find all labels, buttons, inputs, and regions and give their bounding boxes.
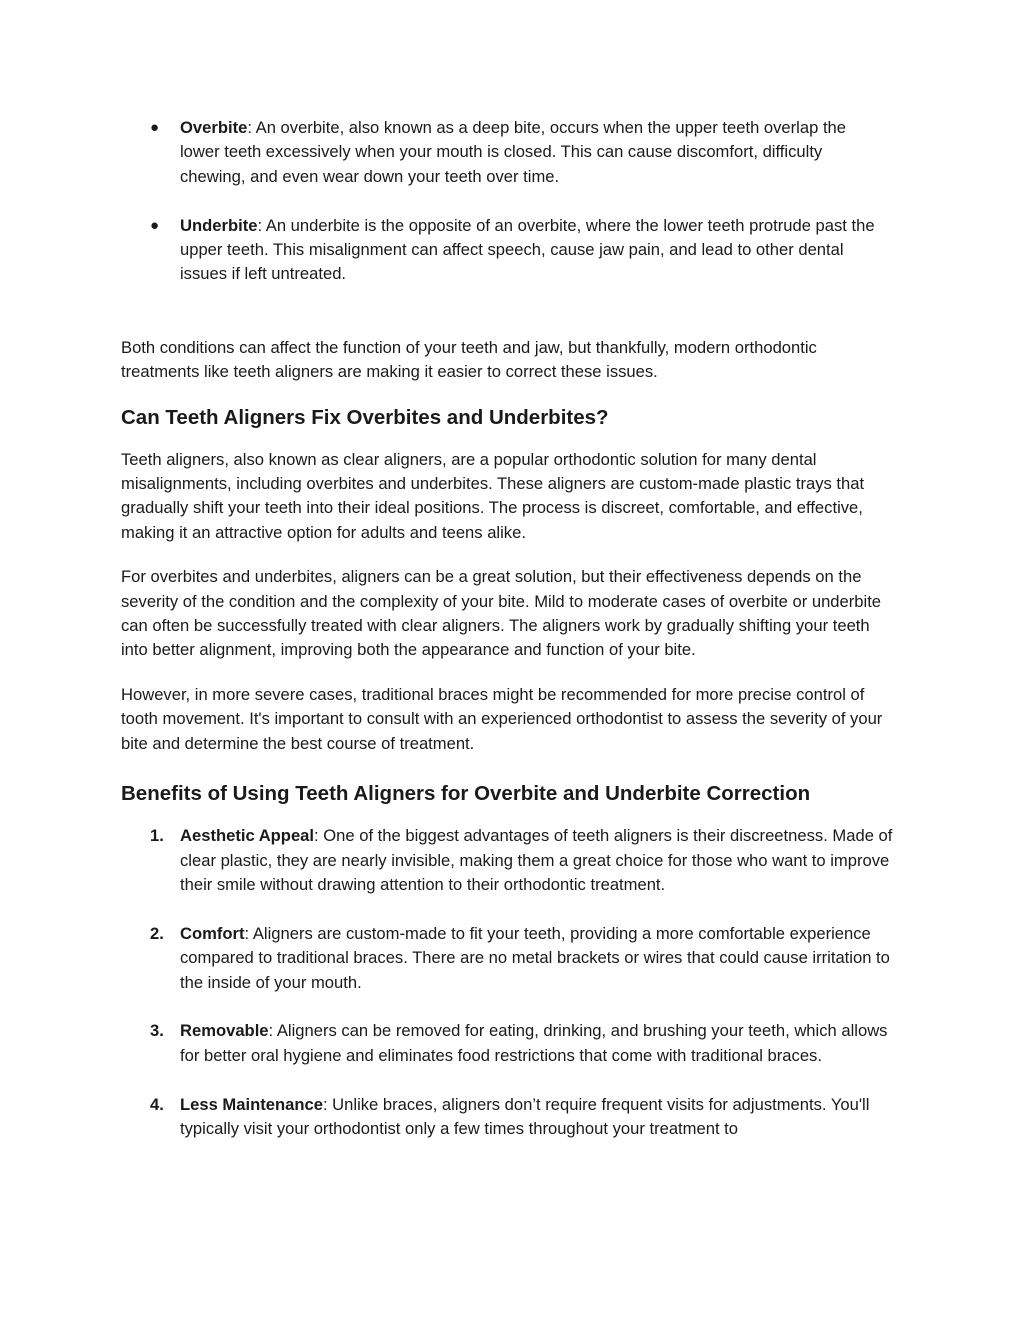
list-item-removable <box>121 1019 909 1068</box>
list-item-overbite <box>121 116 887 189</box>
paragraph-severe-cases: However, in more severe cases, traditional braces might be recommended for more precise control of tooth movement. It's important to consult with an experienced orthodontist to assess the severity of your bite and determine the best course of treatment. <box>121 684 883 753</box>
list-item-aesthetic-appeal <box>121 824 909 897</box>
benefit-text: : Aligners can be removed for eating, drinking, and brushing your teeth, which allows for better oral hygiene and eliminates food restrictions that come with traditional braces. <box>180 1021 888 1065</box>
term-less-maintenance: Less Maintenance <box>180 1094 323 1114</box>
bullet-icon: ● <box>150 119 160 136</box>
benefit-text: : Unlike braces, aligners don’t require frequent visits for adjustments. You'll typically visit your orthodontist only a few times throughout your treatment to <box>180 1094 870 1138</box>
list-number: 3. <box>150 1021 164 1041</box>
bullet-icon: ● <box>150 216 160 234</box>
list-item-comfort <box>121 922 909 995</box>
list-number: 4. <box>150 1094 164 1114</box>
document-page <box>121 116 911 1141</box>
paragraph-aligners-intro: Teeth aligners, also known as clear aligners, are a popular orthodontic solution for many dental misalignments, including overbites and underbites. These aligners are custom-made plastic trays that gradually shift your teeth into their ideal positions. The process is discreet, comfortable, and effective, making it an attractive option for adults and teens alike. <box>121 449 865 542</box>
term-underbite: Underbite <box>180 215 258 235</box>
section-heading-can-aligners-fix: Can Teeth Aligners Fix Overbites and Underbites? <box>121 405 609 429</box>
term-aesthetic-appeal: Aesthetic Appeal <box>180 826 315 846</box>
list-item-less-maintenance <box>121 1093 909 1142</box>
intro-paragraph: Both conditions can affect the function of your teeth and jaw, but thankfully, modern orthodontic treatments like teeth aligners are making it easier to correct these issues. <box>121 337 817 382</box>
benefit-text: : Aligners are custom-made to fit your teeth, providing a more comfortable experience compared to traditional braces. There are no metal brackets or wires that could cause irritation to the inside of your mouth. <box>180 923 890 992</box>
benefits-list <box>121 824 911 1141</box>
benefit-text: : One of the biggest advantages of teeth aligners is their discreetness. Made of clear plastic, they are nearly invisible, making them a great choice for those who want to improve their smile without drawing attention to their orthodontic treatment. <box>180 826 893 894</box>
list-number: 1. <box>150 826 164 846</box>
bite-types-list <box>121 116 911 287</box>
term-comfort: Comfort <box>180 923 245 943</box>
list-number: 2. <box>150 923 164 943</box>
list-item-underbite <box>121 214 887 287</box>
term-overbite: Overbite <box>180 118 248 137</box>
section-heading-benefits: Benefits of Using Teeth Aligners for Overbite and Underbite Correction <box>121 782 811 806</box>
paragraph-effectiveness: For overbites and underbites, aligners can be a great solution, but their effectiveness depends on the severity of the condition and the complexity of your bite. Mild to moderate cases of overbite or underbite can often be successfully treated with clear aligners. The aligners work by gradually shifting your teeth into better alignment, improving both the appearance and function of your bite. <box>121 567 882 660</box>
definition-underbite: : An underbite is the opposite of an overbite, where the lower teeth protrude past the upper teeth. This misalignment can affect speech, cause jaw pain, and lead to other dental issues if left untreated. <box>180 215 875 284</box>
term-removable: Removable <box>180 1021 269 1041</box>
definition-overbite: : An overbite, also known as a deep bite, occurs when the upper teeth overlap the lower teeth excessively when your mouth is closed. This can cause discomfort, difficulty chewing, and even wear down your teeth over time. <box>180 118 847 186</box>
